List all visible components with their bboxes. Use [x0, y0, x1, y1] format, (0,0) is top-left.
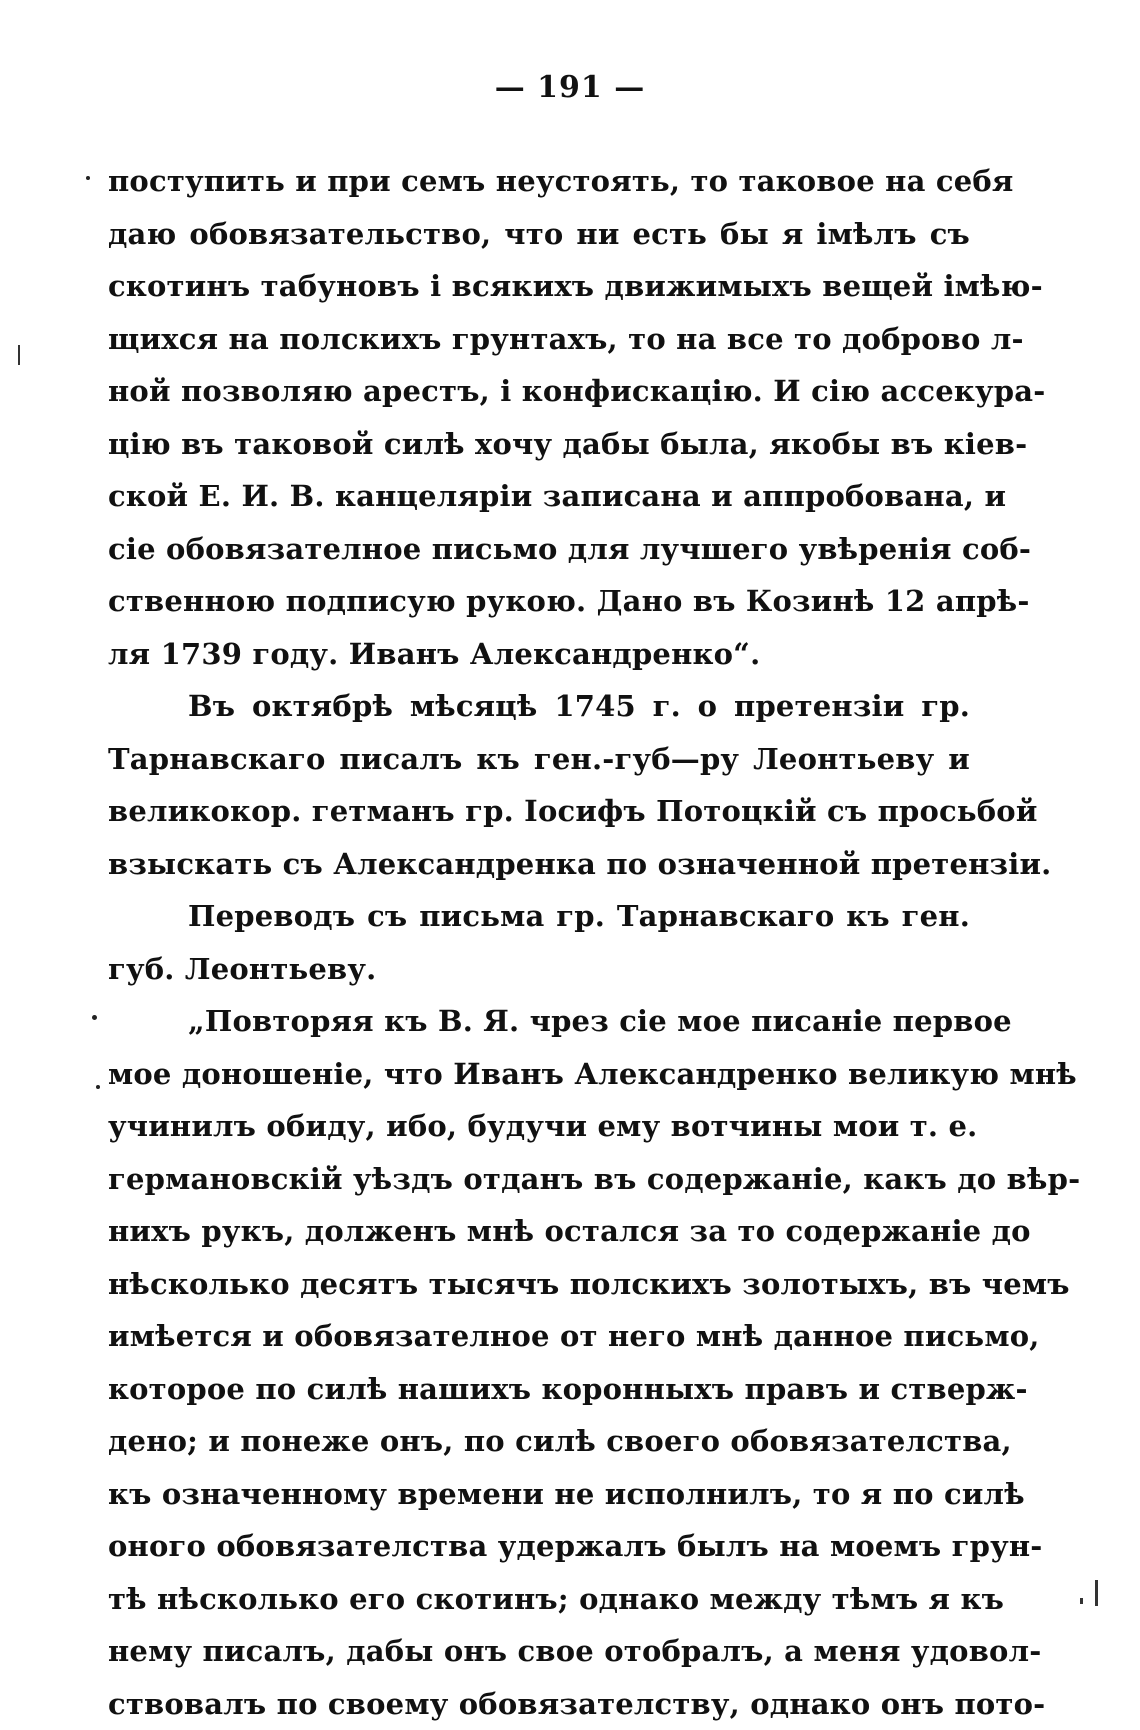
text-line: губ. Леонтьеву. [108, 943, 970, 996]
text-line: даю обовязательство, что ни есть бы я імѣлъ съ [108, 208, 970, 261]
text-line: ной позволяю арестъ, і конфискацію. И сію ассекура- [108, 365, 970, 418]
scan-edge-mark [1080, 1598, 1083, 1604]
text-line: Переводъ съ письма гр. Тарнавскаго къ ген. [108, 890, 970, 943]
text-line: поступить и при семъ неустоять, то таковое на себя [108, 155, 970, 208]
text-line: Въ октябрѣ мѣсяцѣ 1745 г. о претензіи гр. [108, 680, 970, 733]
text-line: германовскій уѣздъ отданъ въ содержаніе, какъ до вѣр- [108, 1153, 970, 1206]
text-line: великокор. гетманъ гр. Іосифъ Потоцкій съ просьбой [108, 785, 970, 838]
scan-speck [86, 176, 90, 180]
text-line: ственною подписую рукою. Дано въ Козинѣ 12 апрѣ- [108, 575, 970, 628]
page-number: — 191 — [0, 70, 1140, 105]
text-line: сіе обовязателное письмо для лучшего увѣренія соб- [108, 523, 970, 576]
text-line: цію въ таковой силѣ хочу дабы была, якобы въ кіев- [108, 418, 970, 471]
text-line: къ означенному времени не исполнилъ, то я по силѣ [108, 1468, 970, 1521]
text-line: дено; и понеже онъ, по силѣ своего обовязателства, [108, 1415, 970, 1468]
text-line: „Повторяя къ В. Я. чрез сіе мое писаніе первое [108, 995, 970, 1048]
text-line: скотинъ табуновъ і всякихъ движимыхъ вещей імѣю- [108, 260, 970, 313]
text-line: учинилъ обиду, ибо, будучи ему вотчины мои т. е. [108, 1100, 970, 1153]
text-line: оного обовязателства удержалъ былъ на моемъ грун- [108, 1520, 970, 1573]
text-line: мое доношеніе, что Иванъ Александренко великую мнѣ [108, 1048, 970, 1101]
text-line: тѣ нѣсколько его скотинъ; однако между тѣмъ я къ [108, 1573, 970, 1626]
text-line: Тарнавскаго писалъ къ ген.-губ—ру Леонтьеву и [108, 733, 970, 786]
text-line: ствовалъ по своему обовязателству, однако онъ пото- [108, 1678, 970, 1730]
text-line: взыскать съ Александренка по означенной претензіи. [108, 838, 970, 891]
scan-edge-mark [1095, 1580, 1098, 1606]
text-line: ля 1739 году. Иванъ Александренко“. [108, 628, 970, 681]
text-line: нему писалъ, дабы онъ свое отобралъ, а меня удовол- [108, 1625, 970, 1678]
body-text [108, 155, 970, 1730]
text-line: нѣсколько десятъ тысячъ полскихъ золотыхъ, въ чемъ [108, 1258, 970, 1311]
scan-speck [96, 1085, 100, 1089]
text-line: которое по силѣ нашихъ коронныхъ правъ и стверж- [108, 1363, 970, 1416]
scan-edge-mark [18, 345, 20, 365]
text-line: нихъ рукъ, долженъ мнѣ остался за то содержаніе до [108, 1205, 970, 1258]
text-line: ской Е. И. В. канцеляріи записана и аппробована, и [108, 470, 970, 523]
text-line: имѣется и обовязателное от него мнѣ данное письмо, [108, 1310, 970, 1363]
scan-speck [92, 1015, 97, 1020]
text-line: щихся на полскихъ грунтахъ, то на все то доброво л- [108, 313, 970, 366]
